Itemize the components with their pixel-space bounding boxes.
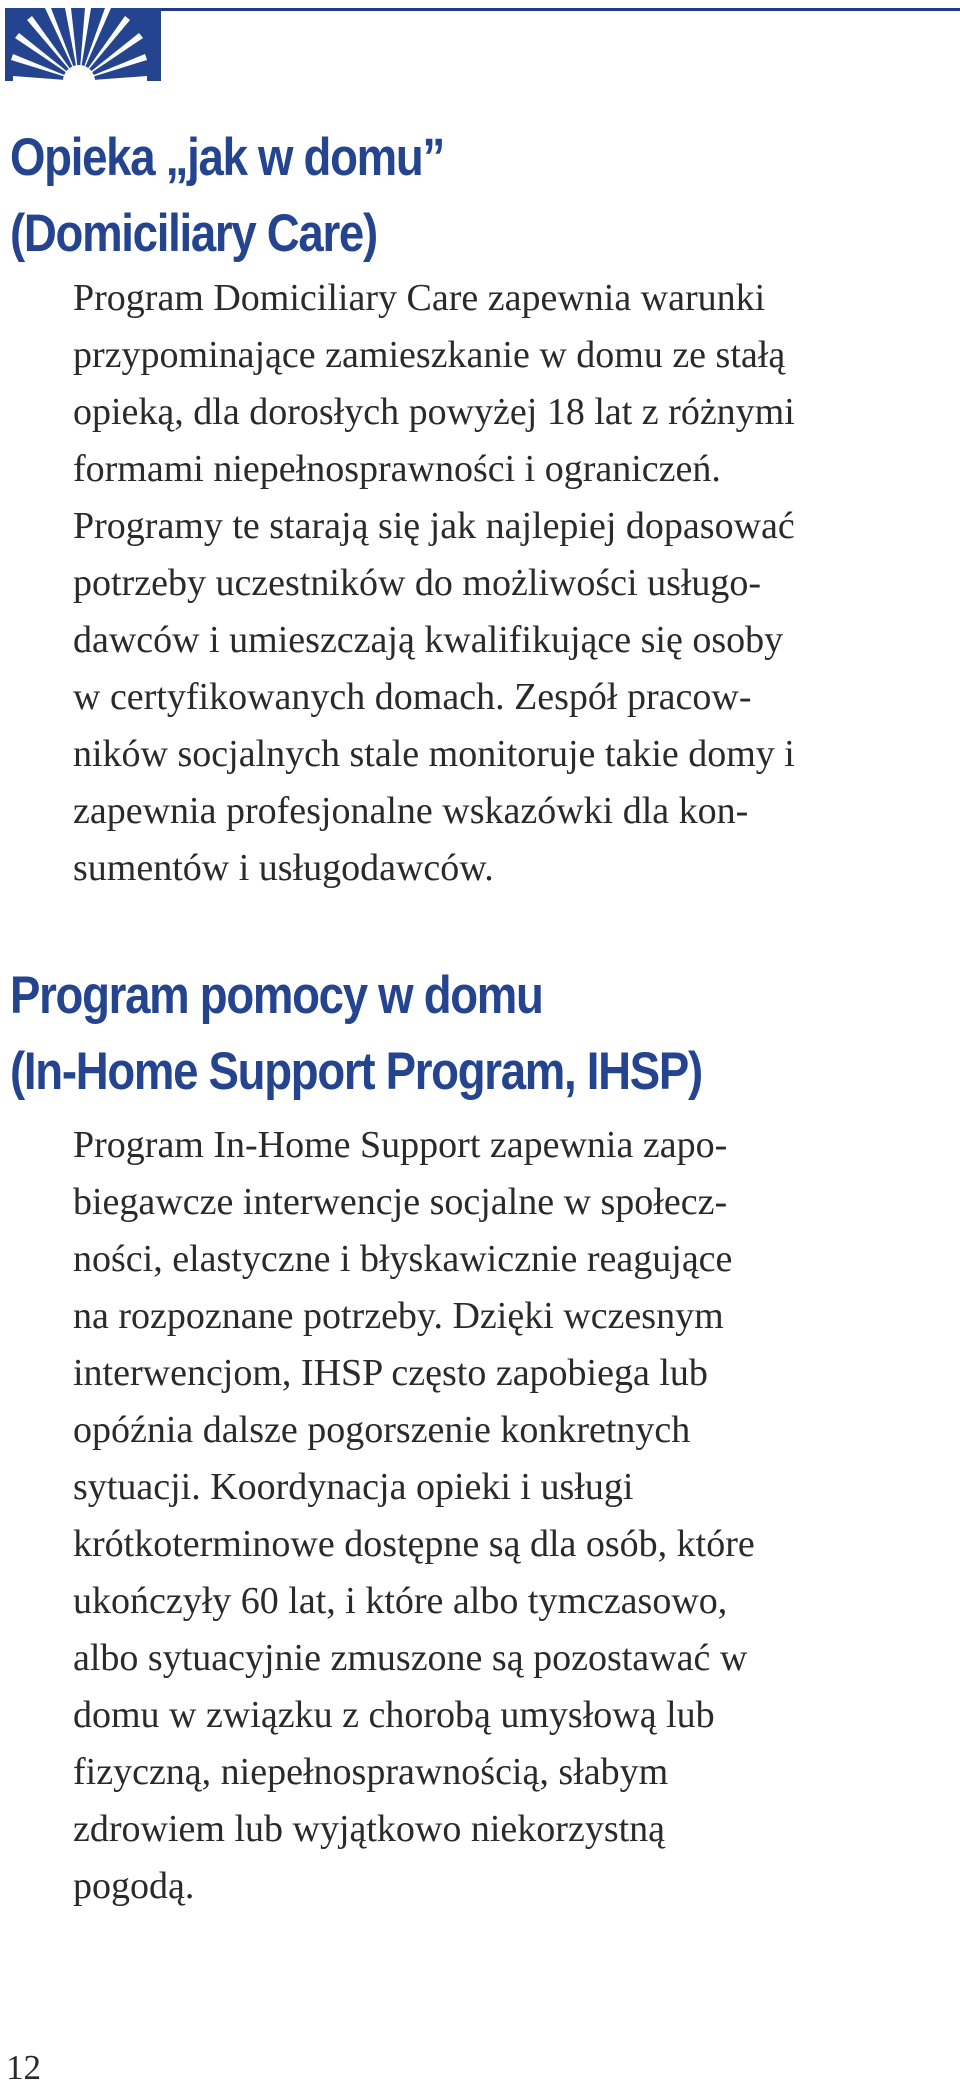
body-line: interwencjom, IHSP często zapobiega lub (73, 1352, 708, 1394)
section-title-domiciliary-care (10, 120, 444, 272)
section-title-line: Opieka „jak w domu” (10, 128, 444, 187)
body-line: ników socjalnych stale monitoruje takie domy i (73, 733, 795, 775)
sunburst-icon (5, 8, 161, 81)
body-line: ukończyły 60 lat, i które albo tymczasowo, (73, 1580, 728, 1622)
body-line: sytuacji. Koordynacja opieki i usługi (73, 1466, 634, 1508)
section-title-in-home-support (10, 958, 702, 1110)
body-line: na rozpoznane potrzeby. Dzięki wczesnym (73, 1295, 724, 1337)
body-line: potrzeby uczestników do możliwości usługo- (73, 562, 762, 604)
body-line: sumentów i usługodawców. (73, 847, 494, 889)
body-line: zapewnia profesjonalne wskazówki dla kon- (73, 790, 749, 832)
body-line: przypominające zamieszkanie w domu ze stałą (73, 334, 786, 376)
body-line: w certyfikowanych domach. Zespół pracow- (73, 676, 752, 718)
body-line: krótkoterminowe dostępne są dla osób, które (73, 1523, 755, 1565)
body-line: Program In-Home Support zapewnia zapo- (73, 1124, 728, 1166)
section-title-line: (In-Home Support Program, IHSP) (10, 1042, 702, 1101)
page-number: 12 (6, 2048, 41, 2087)
body-line: albo sytuacyjnie zmuszone są pozostawać w (73, 1637, 748, 1679)
body-line: formami niepełnosprawności i ograniczeń. (73, 448, 721, 490)
header-rule (118, 8, 960, 11)
section-title-line: (Domiciliary Care) (10, 204, 377, 263)
body-line: opóźnia dalsze pogorszenie konkretnych (73, 1409, 691, 1451)
section-body-domiciliary-care (73, 270, 887, 897)
section-body-in-home-support (73, 1117, 887, 1915)
body-line: ności, elastyczne i błyskawicznie reagujące (73, 1238, 733, 1280)
section-title-line: Program pomocy w domu (10, 966, 543, 1025)
body-line: Program Domiciliary Care zapewnia warunki (73, 277, 766, 319)
body-line: fizyczną, niepełnosprawnością, słabym (73, 1751, 669, 1793)
sunburst-logo (5, 8, 161, 81)
body-line: pogodą. (73, 1865, 195, 1907)
body-line: Programy te starają się jak najlepiej dopasować (73, 505, 795, 547)
body-line: dawców i umieszczają kwalifikujące się osoby (73, 619, 784, 661)
body-line: opieką, dla dorosłych powyżej 18 lat z różnymi (73, 391, 795, 433)
body-line: zdrowiem lub wyjątkowo niekorzystną (73, 1808, 666, 1850)
body-line: biegawcze interwencje socjalne w społecz- (73, 1181, 728, 1223)
body-line: domu w związku z chorobą umysłową lub (73, 1694, 715, 1736)
